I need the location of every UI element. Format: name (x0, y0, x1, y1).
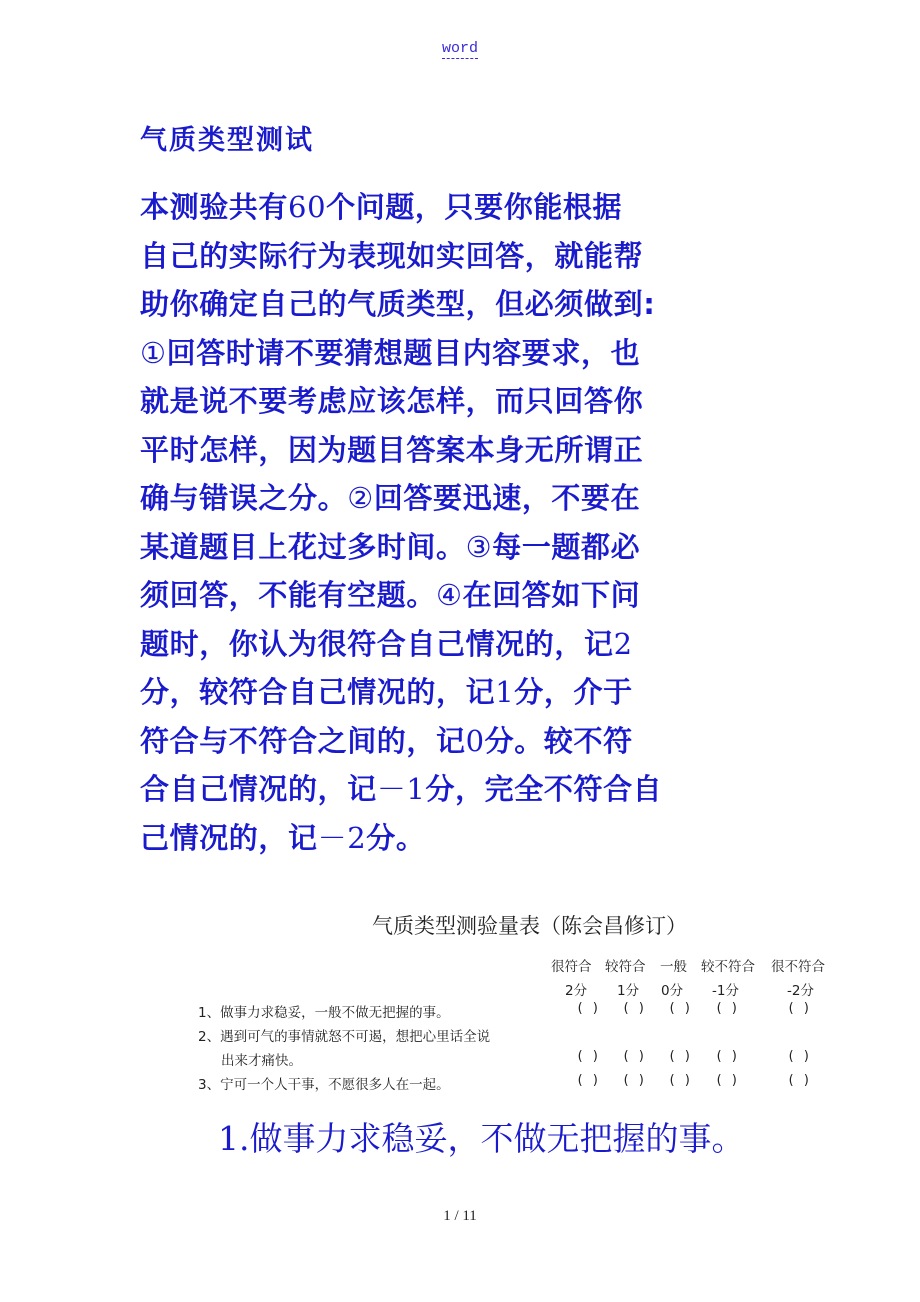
instruction-line (140, 814, 780, 863)
instruction-number: 2 (613, 626, 633, 661)
instruction-line (140, 571, 780, 620)
instruction-line (140, 523, 780, 572)
question-text: 3、宁可一个人干事，不愿很多人在一起。 (198, 1077, 450, 1093)
instruction-text: 分，介于 (514, 675, 633, 709)
instruction-text: 题时，你认为很符合自己情况的，记 (140, 626, 614, 661)
instruction-number: ③ (465, 529, 493, 564)
answer-blank[interactable]: ( ) (715, 1049, 739, 1064)
instruction-text: 分。 (366, 820, 426, 855)
answer-blank[interactable]: ( ) (715, 1073, 739, 1088)
instruction-number: －2 (317, 820, 367, 855)
instruction-line (140, 620, 780, 669)
option-score: 2分 (565, 983, 588, 999)
instruction-text: 己情况的，记 (140, 820, 318, 855)
instruction-line (140, 280, 780, 329)
instruction-text: 确与错误之分。 (140, 481, 348, 515)
instruction-text: 就是说不要考虑应该怎样，而只回答你 (140, 384, 644, 418)
instruction-number: 0 (465, 723, 485, 758)
instruction-text: 回答要迅速，不要在 (373, 481, 641, 515)
instruction-number: 60 (288, 190, 327, 224)
option-header: 一般 (660, 959, 687, 975)
instruction-text: 在回答如下问 (462, 578, 641, 612)
answer-blank[interactable]: ( ) (668, 1001, 692, 1016)
option-header: 较符合 (605, 959, 646, 975)
instruction-number: 1 (495, 675, 515, 709)
option-score: 0分 (661, 983, 684, 999)
option-header: 较不符合 (701, 959, 755, 975)
instruction-line (140, 426, 780, 475)
instruction-text: 每一题都必 (492, 529, 641, 564)
instruction-text: 须回答，不能有空题。 (140, 578, 437, 612)
option-header: 很符合 (551, 959, 592, 975)
instruction-text: 分。较不符 (484, 723, 633, 758)
instruction-number: －1 (376, 772, 426, 806)
instructions-paragraph (140, 183, 780, 862)
instruction-line (140, 717, 780, 766)
answer-blank[interactable]: ( ) (787, 1073, 811, 1088)
instruction-text: 符合与不符合之间的，记 (140, 723, 466, 758)
option-header: 很不符合 (771, 959, 825, 975)
answer-blank[interactable]: ( ) (787, 1001, 811, 1016)
answer-blank[interactable]: ( ) (787, 1049, 811, 1064)
answer-blank[interactable]: ( ) (622, 1073, 646, 1088)
answer-blank[interactable]: ( ) (622, 1049, 646, 1064)
instruction-number: ① (140, 335, 167, 370)
answer-blank[interactable]: ( ) (668, 1049, 692, 1064)
instruction-text: 本测验共有 (140, 190, 289, 224)
instruction-text: 某道题目上花过多时间。 (140, 529, 466, 564)
instruction-line (140, 232, 780, 281)
instruction-text: 回答时请不要猜想题目内容要求，也 (166, 335, 641, 370)
answer-blank[interactable]: ( ) (668, 1073, 692, 1088)
answer-blank[interactable]: ( ) (576, 1001, 600, 1016)
option-score: 1分 (617, 983, 640, 999)
instruction-text: 助你确定自己的气质类型，但必须做到: (140, 287, 656, 321)
instruction-text: 个问题，只要你能根据 (326, 190, 623, 224)
header-word-link[interactable]: word (441, 40, 478, 57)
instruction-line (140, 377, 780, 426)
option-score: -2分 (787, 983, 814, 999)
instruction-line (140, 329, 780, 378)
question-text: 2、遇到可气的事情就怒不可遏，想把心里话全说 (198, 1029, 491, 1045)
question-text: 1、做事力求稳妥，一般不做无把握的事。 (198, 1005, 450, 1021)
instruction-text: 分，完全不符合自 (425, 772, 663, 806)
page-number: 1 / 11 (443, 1208, 477, 1224)
instruction-number: ② (347, 481, 374, 515)
answer-blank[interactable]: ( ) (715, 1001, 739, 1016)
question-text-continued: 出来才痛快。 (221, 1053, 302, 1069)
instruction-text: 分，较符合自己情况的，记 (140, 675, 496, 709)
instruction-text: 平时怎样，因为题目答案本身无所谓正 (140, 432, 644, 467)
instruction-text: 自己的实际行为表现如实回答，就能帮 (140, 238, 644, 273)
answer-blank[interactable]: ( ) (576, 1049, 600, 1064)
document-title: 气质类型测试 (140, 125, 314, 156)
answer-blank[interactable]: ( ) (622, 1001, 646, 1016)
instruction-number: ④ (436, 578, 463, 612)
answer-blank[interactable]: ( ) (576, 1073, 600, 1088)
option-score: -1分 (712, 983, 739, 999)
header-word (0, 40, 920, 57)
instruction-line (140, 668, 780, 717)
instruction-line (140, 474, 780, 523)
instruction-text: 合自己情况的，记 (140, 772, 377, 806)
instruction-line (140, 765, 780, 814)
instruction-line (140, 183, 780, 232)
scale-title: 气质类型测验量表（陈会昌修订） (372, 914, 687, 938)
highlighted-question: 1.做事力求稳妥，不做无把握的事。 (218, 1119, 745, 1158)
